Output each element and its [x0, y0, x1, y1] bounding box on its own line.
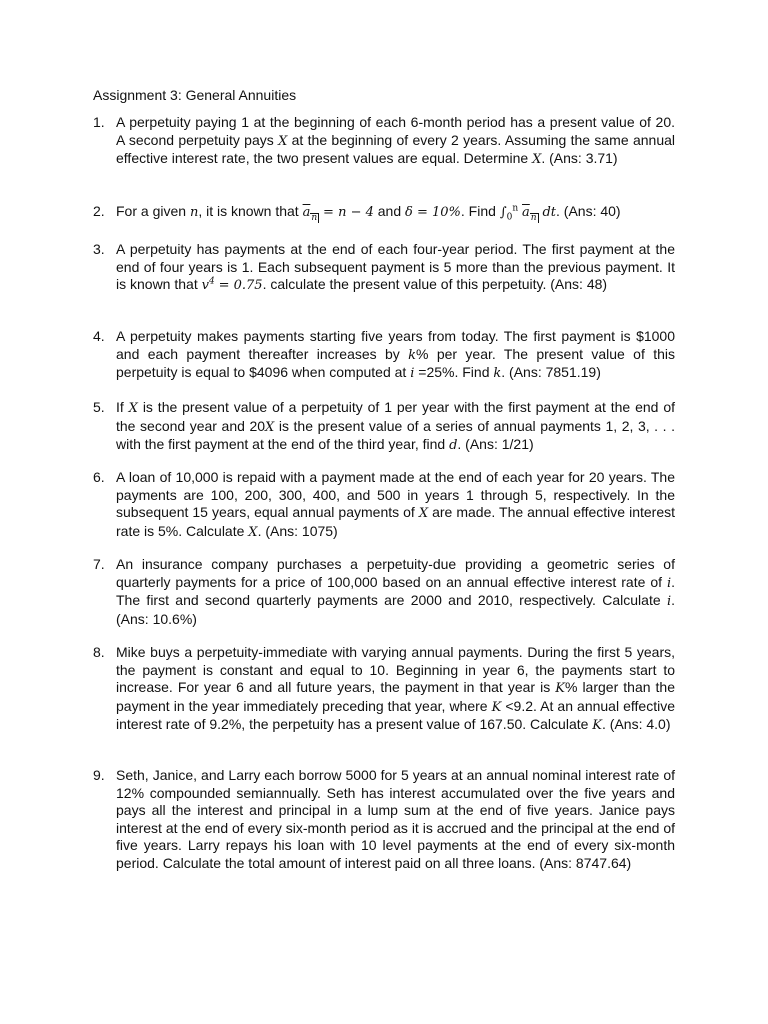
discount-factor-symbol: $v^4$	[201, 276, 215, 293]
question-text: An insurance company purchases a perpetuity-due providing a geometric series of quarterly payments for a price of 100,000 based on an annual effective interest rate of i. The first and second quarterly payments are 2000 and 2010, respectively. Calculate i. (Ans: 10.6%)	[116, 556, 675, 627]
question-text: Seth, Janice, and Larry each borrow 5000 for 5 years at an annual nominal interest rate of 12% compounded semiannually. Seth has interest accumulated over the five years and pays all the interest and principal in a lump sum at the end of five years. Janice pays interest at the end of every six-month period as it is accrued and the principal at the end of five years. Larry repays his loan with 10 level payments at the end of every six-month period. Calculate the total amount of interest paid on all three loans. (Ans: 8747.64)	[116, 767, 675, 871]
question-number: 9.	[93, 767, 105, 783]
question-number: 8.	[93, 644, 105, 660]
question-6	[93, 469, 675, 541]
question-number: 4.	[93, 328, 105, 344]
question-number: 7.	[93, 556, 105, 572]
question-text: A perpetuity paying 1 at the beginning of each 6-month period has a present value of 20. A second perpetuity pays X at the beginning of every 2 years. Assuming the same annual effective interest rate, the two present values are equal. Determine X. (Ans: 3.71)	[116, 114, 675, 167]
question-number: 5.	[93, 399, 105, 415]
question-number: 3.	[93, 241, 105, 257]
question-1	[93, 114, 675, 169]
question-number: 6.	[93, 469, 105, 485]
question-number: 1.	[93, 114, 105, 130]
annuity-symbol: $\overline{a}_n$	[522, 205, 537, 223]
question-text: For a given n, it is known that $\overline{a}_n = n - 4$ and δ = 10%. Find $\int_0^n$ $\overline{a}_n$ dt. (Ans: 40)	[116, 203, 621, 223]
question-text: A perpetuity has payments at the end of each four-year period. The first payment at the end of four years is 1. Each subsequent payment is 5 more than the previous payment. It is known that $v^4 = 0.75$. calculate the present value of this perpetuity. (Ans: 48)	[116, 241, 675, 293]
question-8	[93, 644, 675, 735]
question-4	[93, 328, 675, 383]
question-text: If X is the present value of a perpetuity of 1 per year with the first payment at the end of the second year and 20X is the present value of a series of annual payments 1, 2, 3, . . . with the first payment at the end of the third year, find d. (Ans: 1/21)	[116, 399, 676, 453]
question-number: 2.	[93, 203, 105, 219]
question-9	[93, 767, 675, 872]
assignment-title: Assignment 3: General Annuities	[93, 87, 297, 103]
question-text: A loan of 10,000 is repaid with a payment made at the end of each year for 20 years. The payments are 100, 200, 300, 400, and 500 in years 1 through 5, respectively. In the subsequent 15 years, equal annual payments of X are made. The annual effective interest rate is 5%. Calculate X. (Ans: 1075)	[116, 469, 675, 540]
question-text: Mike buys a perpetuity-immediate with varying annual payments. During the first 5 years, the payment is constant and equal to 10. Beginning in year 6, the payments start to increase. For year 6 and all future years, the payment in that year is K% larger than the payment in the year immediately preceding that year, where K <9.2. At an annual effective interest rate of 9.2%, the perpetuity has a present value of 167.50. Calculate K. (Ans: 4.0)	[116, 644, 675, 733]
question-7	[93, 556, 675, 628]
annuity-symbol: $\overline{a}_n$	[302, 205, 318, 223]
question-3	[93, 241, 675, 295]
integral-symbol: $\int_0^n$	[499, 203, 519, 223]
question-5	[93, 399, 675, 455]
question-text: A perpetuity makes payments starting five years from today. The first payment is $1000 and each payment thereafter increases by k% per year. The present value of this perpetuity is equal to $4096 when computed at i =25%. Find k. (Ans: 7851.19)	[116, 328, 675, 381]
question-2	[93, 203, 675, 223]
